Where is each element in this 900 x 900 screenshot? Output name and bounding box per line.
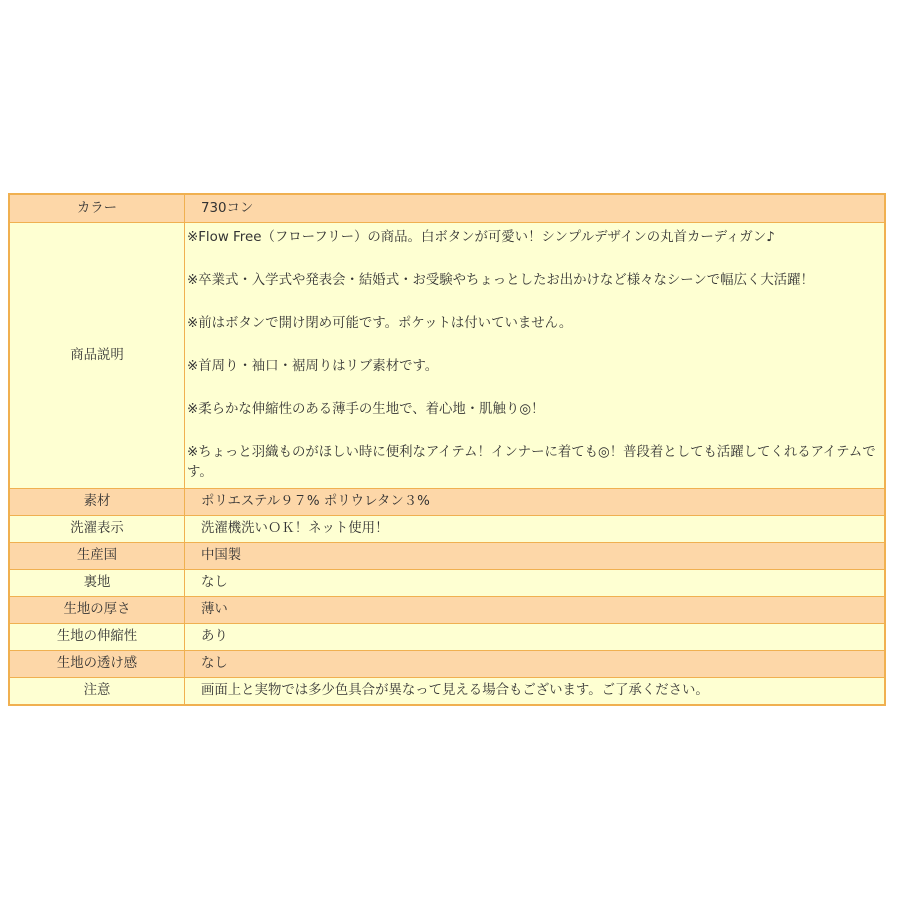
spec-label: 商品説明 (9, 223, 185, 489)
description-paragraph: ※柔らかな伸縮性のある薄手の生地で、着心地・肌触り◎！ (187, 402, 545, 417)
spec-row-sheerness (9, 651, 885, 678)
spec-value: 730コン (185, 194, 886, 223)
spec-row-country (9, 543, 885, 570)
spec-label: 裏地 (9, 570, 185, 597)
spec-value: 画面上と実物では多少色具合が異なって見える場合もございます。ご了承ください。 (185, 678, 886, 706)
description-paragraph: ※Flow Free（フローフリー）の商品。白ボタンが可愛い！シンプルデザインの丸首カーディガン♪ (187, 230, 775, 245)
spec-label: 生地の厚さ (9, 597, 185, 624)
spec-label: 生地の透け感 (9, 651, 185, 678)
spec-value: 中国製 (185, 543, 886, 570)
spec-row-thickness (9, 597, 885, 624)
spec-value: あり (185, 624, 886, 651)
spec-row-color (9, 194, 885, 223)
spec-row-lining (9, 570, 885, 597)
spec-row-description (9, 223, 885, 489)
spec-value: なし (185, 651, 886, 678)
product-spec-table (8, 193, 886, 706)
spec-label: 注意 (9, 678, 185, 706)
spec-value: 薄い (185, 597, 886, 624)
spec-value: 洗濯機洗いＯＫ！ネット使用！ (185, 516, 886, 543)
spec-value (185, 223, 886, 489)
description-paragraph: ※ちょっと羽織ものがほしい時に便利なアイテム！インナーに着ても◎！普段着としても活躍してくれるアイテムです。 (187, 445, 876, 480)
spec-row-stretch (9, 624, 885, 651)
spec-label: カラー (9, 194, 185, 223)
spec-label: 生地の伸縮性 (9, 624, 185, 651)
spec-value: なし (185, 570, 886, 597)
spec-label: 素材 (9, 489, 185, 516)
description-paragraph: ※卒業式・入学式や発表会・結婚式・お受験やちょっとしたお出かけなど様々なシーンで幅広く大活躍！ (187, 273, 814, 288)
spec-label: 洗濯表示 (9, 516, 185, 543)
description-paragraph: ※前はボタンで開け閉め可能です。ポケットは付いていません。 (187, 316, 573, 331)
spec-row-note (9, 678, 885, 706)
description-paragraph: ※首周り・袖口・裾周りはリブ素材です。 (187, 359, 439, 374)
spec-row-material (9, 489, 885, 516)
spec-row-washing (9, 516, 885, 543)
spec-label: 生産国 (9, 543, 185, 570)
spec-value: ポリエステル９７% ポリウレタン３% (185, 489, 886, 516)
